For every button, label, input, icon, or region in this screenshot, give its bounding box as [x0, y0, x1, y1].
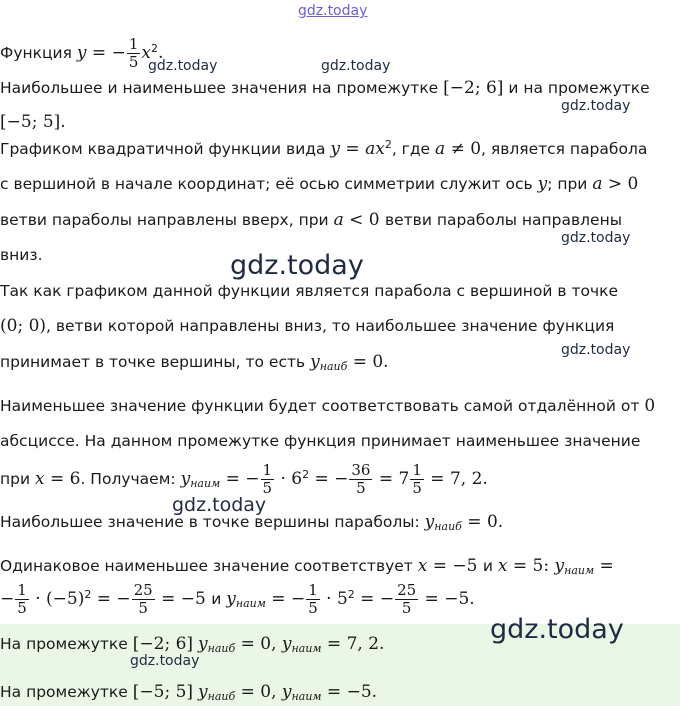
- paragraph-symmetric: Одинаковое наименьшее значение соответствует x = −5 и x = 5: $y_{наим}$ =: [0, 556, 614, 577]
- paragraph-max: Наибольшее значение в точке вершины параболы: $y_{наиб} = 0$.: [0, 512, 504, 533]
- task-statement: Наибольшее и наименьшее значения на промежутке [−2; 6] и на промежутке: [0, 78, 650, 98]
- watermark: gdz.today: [230, 250, 364, 281]
- calculation-symmetric: − $\frac{1}{5}$ · $(-5)^2$ = − $\frac{25}{5}$ = −5 и $y_{наим}$ = − $\frac{1}{5}$ · $5^2$ = − $\frac{25}{5}$ = −5.: [0, 581, 475, 617]
- paragraph-vertex: принимает в точке вершины, то есть $y_{наиб} = 0$.: [0, 352, 389, 373]
- paragraph-minimum: Наименьшее значение функции будет соответствовать самой отдалённой от 0: [0, 396, 656, 416]
- watermark: gdz.today: [321, 58, 391, 74]
- watermark: gdz.today: [561, 342, 631, 358]
- watermark: gdz.today: [561, 230, 631, 246]
- watermark: gdz.today: [172, 494, 267, 516]
- paragraph-minimum: абсциссе. На данном промежутке функция принимает наименьшее значение: [0, 432, 641, 450]
- answer-interval-2: На промежутке [−5; 5] $y_{наиб} = 0$, $y_{наим} = -5$.: [0, 682, 378, 703]
- paragraph-theory: ветви параболы направлены вверх, при a < 0 ветви параболы направлены: [0, 210, 622, 230]
- watermark: gdz.today: [561, 98, 631, 114]
- answer-interval-1: На промежутке [−2; 6] $y_{наиб} = 0$, $y_{наим} = 7$, 2.: [0, 634, 385, 655]
- paragraph-vertex: (0; 0), ветви которой направлены вниз, то наибольшее значение функция: [0, 316, 615, 336]
- fraction: $\frac{1}{5}$: [128, 35, 139, 71]
- watermark-top: gdz.today: [298, 3, 368, 19]
- paragraph-vertex: Так как графиком данной функции является парабола с вершиной в точке: [0, 282, 619, 300]
- calculation-min: при x = 6. Получаем: $y_{наим}$ = − $\frac{1}{5}$ · $6^2$ = − $\frac{36}{5}$ = 7 $\frac{1}{5}$ = 7, 2.: [0, 461, 488, 497]
- paragraph-theory: с вершиной в начале координат; её осью симметрии служит ось y; при a > 0: [0, 174, 639, 194]
- watermark: gdz.today: [130, 653, 200, 669]
- task-statement-cont: [−5; 5].: [0, 112, 66, 132]
- watermark: gdz.today: [148, 58, 218, 74]
- watermark: gdz.today: [490, 614, 624, 645]
- function-definition: Функция y = − $\frac{1}{5}$ $x^2$.: [0, 35, 164, 71]
- paragraph-theory: вниз.: [0, 246, 43, 264]
- paragraph-theory: Графиком квадратичной функции вида $y = ax^2$, где a ≠ 0, является парабола: [0, 138, 648, 160]
